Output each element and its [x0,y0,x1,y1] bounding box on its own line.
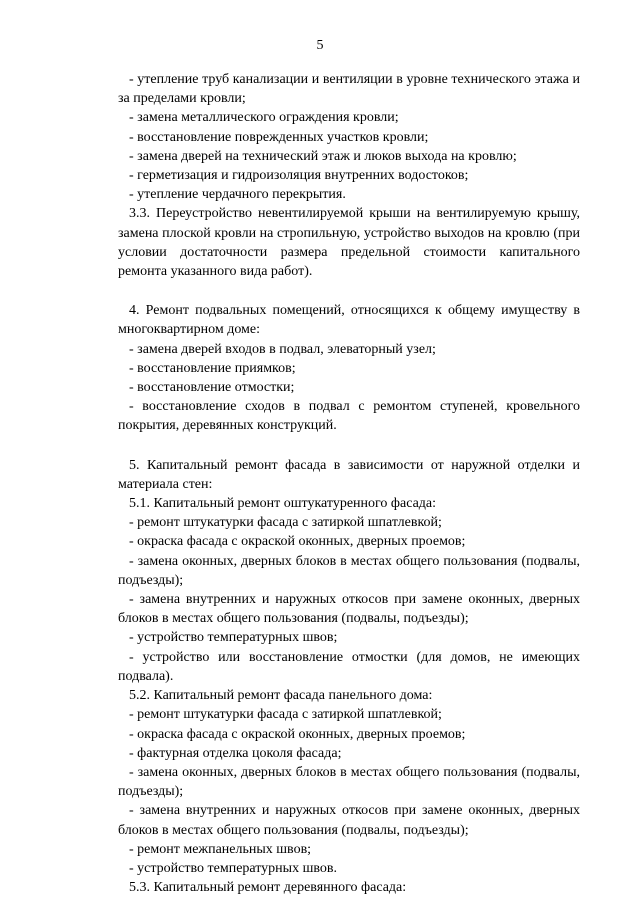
list-item: - замена внутренних и наружных откосов при замене оконных, дверных блоков в местах общего пользования (подвалы, подъезды); [118,803,580,838]
section-heading-4: 4. Ремонт подвальных помещений, относящихся к общему имуществу в многоквартирном доме: [118,303,580,338]
list-item: - утепление чердачного перекрытия. [129,187,346,203]
list-item: - восстановление приямков; [129,360,296,376]
list-item: - устройство температурных швов; [129,630,338,646]
document-body [118,70,580,897]
list-item: - устройство температурных швов. [129,860,337,876]
list-item: - восстановление сходов в подвал с ремонтом ступеней, кровельного покрытия, деревянных конструкций. [118,399,580,434]
list-item: - окраска фасада с окраской оконных, дверных проемов; [129,534,466,550]
list-item: - замена внутренних и наружных откосов при замене оконных, дверных блоков в местах общего пользования (подвалы, подъезды); [118,592,580,627]
list-item: - герметизация и гидроизоляция внутренних водостоков; [129,168,469,184]
page-number: 5 [316,38,324,53]
list-item: - ремонт штукатурки фасада с затиркой шпатлевкой; [129,707,442,723]
list-item: - ремонт межпанельных швов; [129,841,312,857]
list-item: - фактурная отделка цоколя фасада; [129,745,342,761]
list-item: - утепление труб канализации и вентиляции в уровне технического этажа и за пределами кровли; [118,72,580,107]
subsection-heading-5-3: 5.3. Капитальный ремонт деревянного фасада: [129,880,407,896]
list-item: - окраска фасада с окраской оконных, дверных проемов; [129,726,466,742]
section-heading-5: 5. Капитальный ремонт фасада в зависимости от наружной отделки и материала стен: [118,457,580,492]
list-item: - замена металлического ограждения кровли; [129,110,399,126]
paragraph-3-3: 3.3. Переустройство невентилируемой крыши на вентилируемую крышу, замена плоской кровли на стропильную, устройство выходов на кровлю (при условии достаточности размера предельной стоимости капитального ремонта указанного вида работ). [118,206,580,280]
subsection-heading-5-2: 5.2. Капитальный ремонт фасада панельного дома: [129,688,433,704]
list-item: - восстановление отмостки; [129,380,295,396]
list-item: - замена оконных, дверных блоков в местах общего пользования (подвалы, подъезды); [118,553,580,588]
list-item: - ремонт штукатурки фасада с затиркой шпатлевкой; [129,515,442,531]
list-item: - замена дверей входов в подвал, элеваторный узел; [129,341,436,357]
list-item: - восстановление поврежденных участков кровли; [129,129,429,145]
subsection-heading-5-1: 5.1. Капитальный ремонт оштукатуренного фасада: [129,496,437,512]
list-item: - устройство или восстановление отмостки (для домов, не имеющих подвала). [118,649,580,684]
list-item: - замена оконных, дверных блоков в местах общего пользования (подвалы, подъезды); [118,764,580,800]
list-item: - замена дверей на технический этаж и люков выхода на кровлю; [129,148,517,164]
